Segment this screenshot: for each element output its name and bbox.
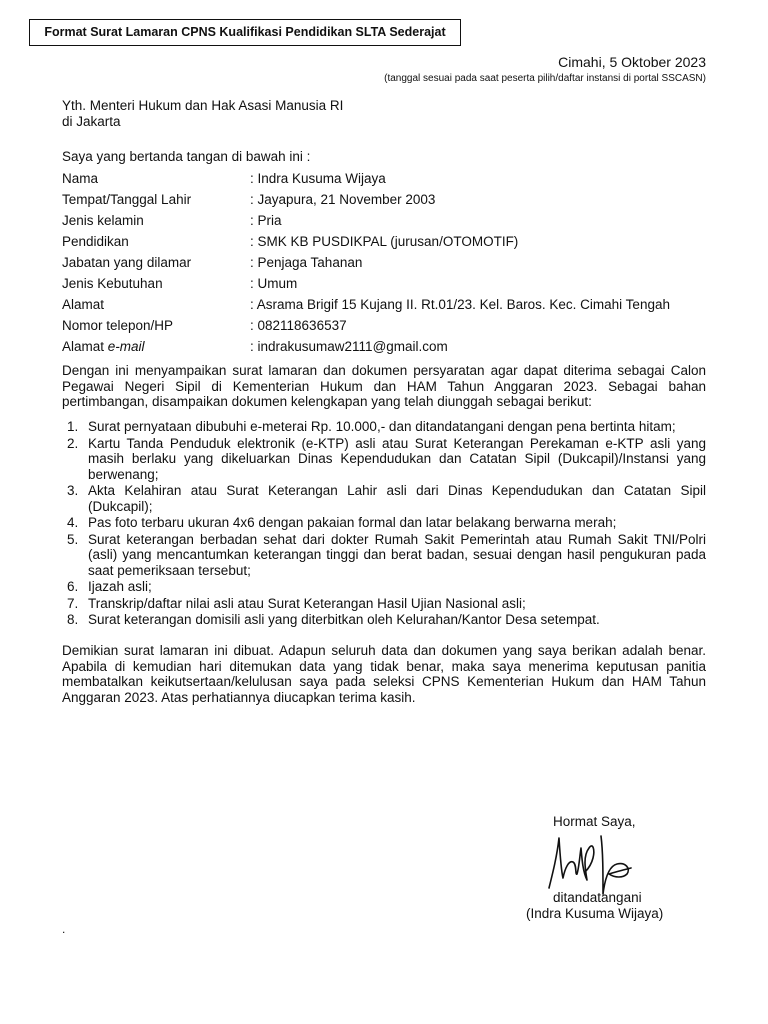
paragraph-submission: Dengan ini menyampaikan surat lamaran dan dokumen persyaratan agar dapat diterima sebagai Calon Pegawai Negeri Sipil di Kementerian Hukum dan HAM Tahun Anggaran 2023. Sebagai bahan pertimbangan, disampaikan dokumen kelengkapan yang telah diunggah sebagai berikut: [62, 363, 706, 409]
identity-row-name [62, 170, 706, 191]
identity-label: Jenis Kebutuhan [62, 276, 163, 291]
list-item-text: Kartu Tanda Penduduk elektronik (e-KTP) asli atau Surat Keterangan Perekaman e-KTP asli yang masih berlaku yang dikeluarkan Dinas Kependudukan dan Catatan Sipil (Dukcapil)/Instansi yang berwenang; [88, 435, 706, 482]
identity-value: : Jayapura, 21 November 2003 [250, 192, 436, 207]
list-item [62, 532, 706, 579]
identity-value: : Asrama Brigif 15 Kujang II. Rt.01/23. Kel. Baros. Kec. Cimahi Tengah [250, 297, 670, 312]
list-item-text: Surat keterangan domisili asli yang diterbitkan oleh Kelurahan/Kantor Desa setempat. [88, 612, 600, 627]
paragraph-closing: Demikian surat lamaran ini dibuat. Adapun seluruh data dan dokumen yang saya berikan adalah benar. Apabila di kemudian hari ditemukan data yang tidak benar, maka saya menerima keputusan panitia membatalkan keikutsertaan/kelulusan saya pada seleksi CPNS Kementerian Hukum dan HAM Tahun Anggaran 2023. Atas perhatiannya diucapkan terima kasih. [62, 643, 706, 705]
list-item-text: Akta Kelahiran atau Surat Keterangan Lahir asli dari Dinas Kependudukan dan Catatan Sipil (Dukcapil); [88, 483, 706, 514]
identity-value: : Pria [250, 213, 282, 228]
list-item-number: 7. [67, 595, 79, 611]
identity-row-phone [62, 317, 706, 338]
identity-value: : Indra Kusuma Wijaya [250, 171, 386, 186]
list-item-number: 5. [67, 531, 79, 547]
place-date: Cimahi, 5 Oktober 2023 [558, 54, 706, 70]
list-item [62, 483, 706, 514]
identity-value: : indrakusumaw2111@gmail.com [250, 339, 448, 354]
list-item [62, 596, 706, 612]
list-item [62, 579, 706, 595]
signer-name: (Indra Kusuma Wijaya) [526, 906, 664, 921]
identity-value: : Umum [250, 276, 298, 291]
list-item [62, 419, 706, 435]
identity-label: Nomor telepon/HP [62, 318, 174, 333]
identity-row-education [62, 233, 706, 254]
identity-row-birth [62, 191, 706, 212]
identity-table [62, 170, 706, 359]
identity-label: Alamat [62, 297, 105, 312]
place-date-note: (tanggal sesuai pada saat peserta pilih/daftar instansi di portal SSCASN) [384, 73, 706, 84]
identity-label-prefix: Alamat [62, 339, 108, 354]
list-item-text: Surat pernyataan dibubuhi e-meterai Rp. 10.000,- dan ditandatangani dengan pena bertinta hitam; [88, 419, 676, 434]
signature-note: ditandatangani [553, 890, 642, 905]
document-title: Format Surat Lamaran CPNS Kualifikasi Pendidikan SLTA Sederajat [29, 19, 461, 46]
recipient-block [62, 98, 706, 129]
identity-row-address [62, 296, 706, 317]
list-item [62, 515, 706, 531]
list-item-number: 8. [67, 612, 79, 627]
identity-label: Tempat/Tanggal Lahir [62, 192, 192, 207]
list-item [62, 612, 706, 628]
identity-label-italic: e-mail [107, 339, 145, 354]
identity-value: : Penjaga Tahanan [250, 255, 363, 270]
list-item-number: 2. [67, 435, 79, 451]
identity-row-gender [62, 212, 706, 233]
identity-value: : SMK KB PUSDIKPAL (jurusan/OTOMOTIF) [250, 234, 519, 249]
list-item-number: 6. [67, 579, 79, 594]
identity-row-position [62, 254, 706, 275]
list-item-text: Transkrip/daftar nilai asli atau Surat Keterangan Hasil Ujian Nasional asli; [88, 595, 526, 611]
identity-row-need-type [62, 275, 706, 296]
recipient-line-2: di Jakarta [62, 113, 121, 129]
list-item-number: 3. [67, 483, 79, 498]
list-item-text: Ijazah asli; [88, 579, 152, 594]
document-list [62, 419, 706, 629]
stray-mark: . [62, 922, 66, 936]
identity-label: Pendidikan [62, 234, 129, 249]
identity-label: Jabatan yang dilamar [62, 255, 192, 270]
identity-value: : 082118636537 [250, 318, 347, 333]
identity-label: Nama [62, 171, 99, 186]
list-item-text: Surat keterangan berbadan sehat dari dokter Rumah Sakit Pemerintah atau Rumah Sakit TNI/Polri (asli) yang mencantumkan keterangan tinggi dan berat badan, sesuai dengan hasil pengukuran pada saat pemeriksaan tersebut; [88, 531, 706, 578]
identity-label: Jenis kelamin [62, 213, 144, 228]
identity-label [62, 338, 145, 355]
list-item-number: 1. [67, 419, 79, 434]
identity-row-email [62, 338, 706, 359]
list-item [62, 436, 706, 483]
signature-greeting: Hormat Saya, [553, 814, 636, 829]
list-item-text: Pas foto terbaru ukuran 4x6 dengan pakaian formal dan latar belakang berwarna merah; [88, 515, 617, 530]
list-item-number: 4. [67, 515, 79, 530]
intro-text: Saya yang bertanda tangan di bawah ini : [62, 149, 311, 164]
recipient-line-1: Yth. Menteri Hukum dan Hak Asasi Manusia RI [62, 98, 344, 113]
